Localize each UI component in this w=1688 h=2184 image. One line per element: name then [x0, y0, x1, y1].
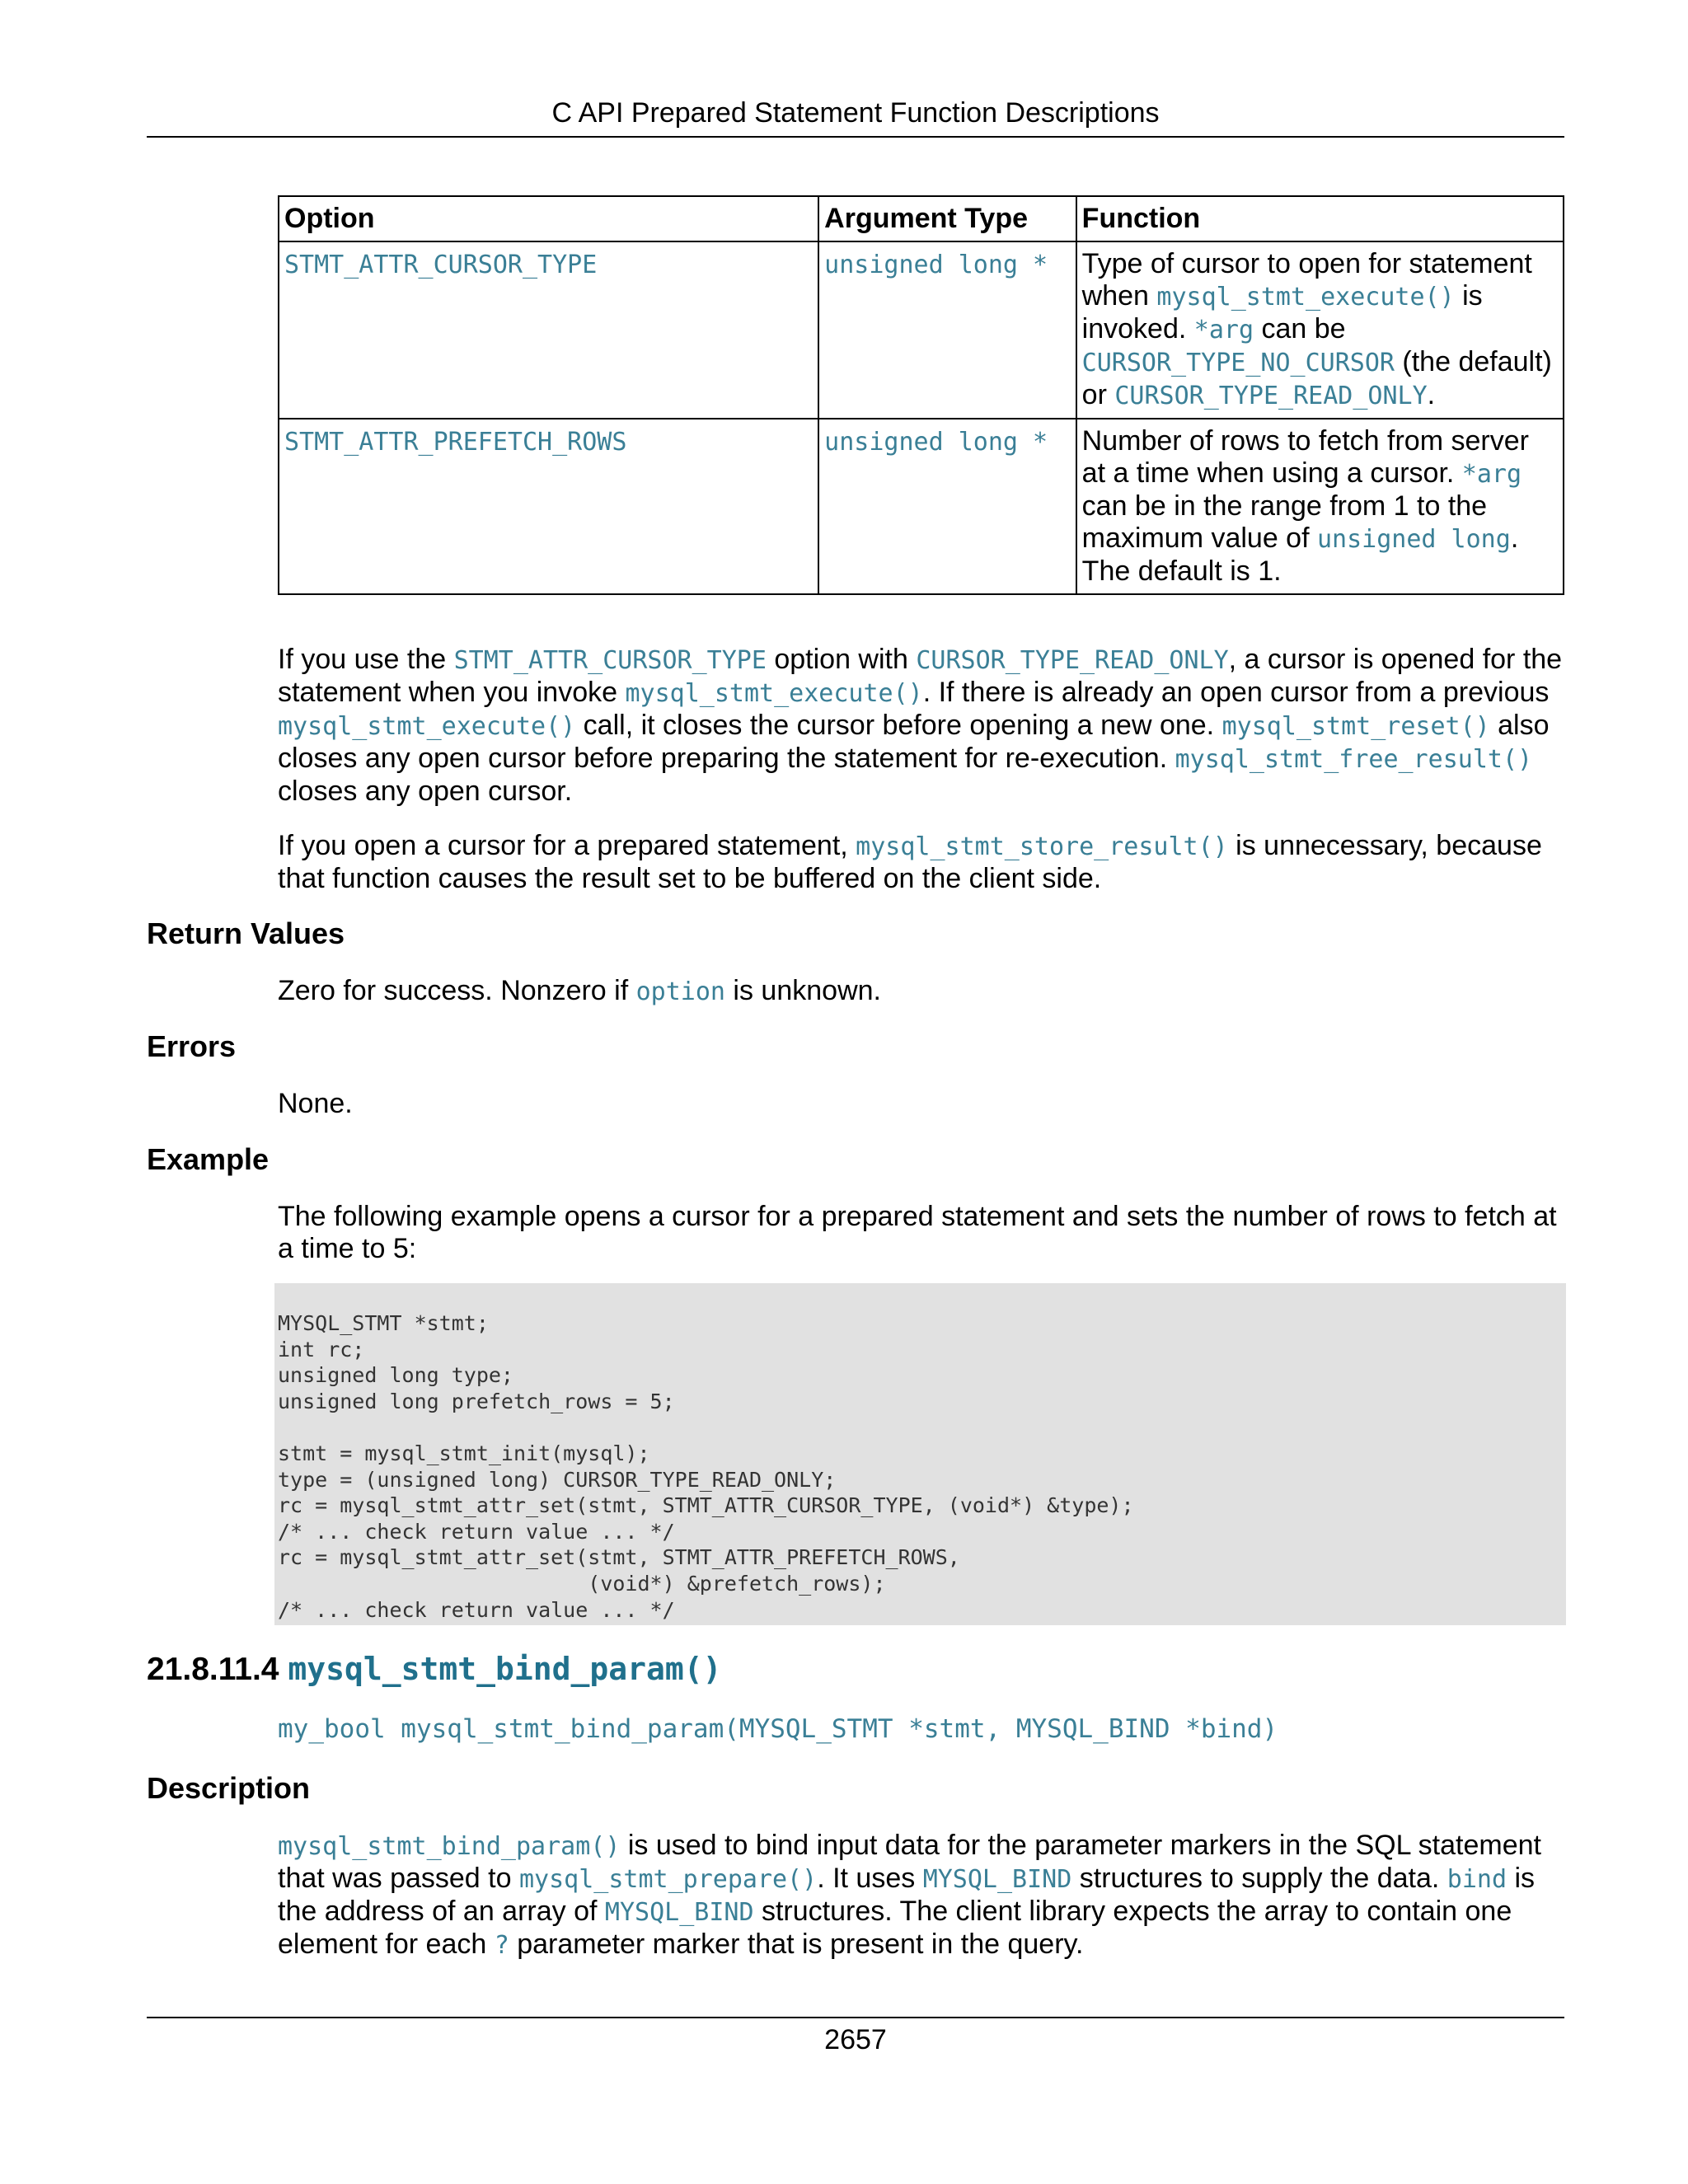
column-header-function: Function: [1076, 196, 1564, 241]
errors-heading: Errors: [147, 1029, 237, 1063]
para-text: is used to bind input data for the parameter markers in the SQL statement that was passed to: [278, 1830, 1541, 1894]
cell-text: (the default) or: [1081, 346, 1552, 410]
running-header: C API Prepared Statement Function Descriptions: [551, 97, 1160, 129]
cell-text: Number of rows to fetch from server at a time when using a cursor.: [1081, 425, 1529, 489]
arg-code: *arg: [1193, 316, 1254, 344]
description-text: [278, 1830, 1564, 1961]
cell-text: . The default is 1.: [1081, 523, 1519, 587]
section-title: [147, 1648, 722, 1690]
footer-rule: [147, 2017, 1564, 2018]
argument-type-code: unsigned long *: [824, 428, 1048, 457]
unsigned-long-code: unsigned long: [1317, 525, 1511, 554]
return-values-heading: Return Values: [147, 916, 345, 950]
mysql-stmt-prepare-link[interactable]: mysql_stmt_prepare(): [518, 1865, 818, 1894]
mysql-bind-link[interactable]: MYSQL_BIND: [922, 1865, 1072, 1894]
return-values-text: [278, 975, 1564, 1008]
function-synopsis: my_bool mysql_stmt_bind_param(MYSQL_STMT *stmt, MYSQL_BIND *bind): [278, 1714, 1278, 1744]
page-number: 2657: [824, 2024, 887, 2055]
para-text: . It uses: [817, 1863, 923, 1894]
mysql-stmt-bind-param-link[interactable]: mysql_stmt_bind_param(): [278, 1832, 621, 1861]
para-text: . If there is already an open cursor from a previous: [922, 677, 1550, 708]
example-intro-text: The following example opens a cursor for a prepared statement and sets the number of rows to fetch at a time to 5:: [278, 1201, 1557, 1264]
stmt-attr-cursor-type-link[interactable]: STMT_ATTR_CURSOR_TYPE: [453, 646, 767, 675]
cursor-type-read-only-code: CURSOR_TYPE_READ_ONLY: [916, 646, 1229, 675]
description-heading: Description: [147, 1771, 311, 1805]
cell-text: .: [1427, 379, 1436, 410]
cell-text: can be: [1254, 313, 1346, 344]
function-cell: [1076, 419, 1564, 594]
para-text: is unnecessary, because that function causes the result set to be buffered on the client side.: [278, 830, 1542, 894]
argument-type-code: unsigned long *: [824, 251, 1048, 279]
mysql-stmt-reset-link[interactable]: mysql_stmt_reset(): [1221, 712, 1490, 741]
para-text: parameter marker that is present in the query.: [509, 1929, 1084, 1960]
options-table: [278, 195, 1564, 595]
para-text: is the address of an array of: [278, 1863, 1536, 1927]
table-header-row: [279, 196, 1564, 241]
column-header-argument-type: Argument Type: [818, 196, 1076, 241]
argument-type-cell: [818, 241, 1076, 419]
store-result-paragraph: [278, 830, 1564, 895]
para-text: If you use the: [278, 644, 454, 675]
table-row: [279, 241, 1564, 419]
function-cell: [1076, 241, 1564, 419]
option-link[interactable]: STMT_ATTR_PREFETCH_ROWS: [284, 428, 627, 457]
code-example: MYSQL_STMT *stmt; int rc; unsigned long type; unsigned long prefetch_rows = 5; stmt = mysql_stmt_init(mysql); type = (unsigned long) CURSOR_TYPE_READ_ONLY; rc = mysql_stmt_attr_set(stmt, STMT_ATTR_CURSOR_TYPE, (void*) &type); /* ... check return value ... */ rc = mysql_stmt_attr_set(stmt, STMT_ATTR_PREFETCH_ROWS, (void*) &prefetch_rows); /* ... check return value ... */: [278, 1311, 1134, 1622]
para-text: , a cursor is opened for the statement when you invoke: [278, 644, 1563, 708]
para-text: is unknown.: [724, 975, 881, 1006]
table-row: [279, 419, 1564, 594]
mysql-bind-link[interactable]: MYSQL_BIND: [604, 1898, 754, 1927]
para-text: closes any open cursor.: [278, 776, 573, 807]
example-heading: Example: [147, 1142, 270, 1176]
errors-text: None.: [278, 1088, 353, 1119]
option-link[interactable]: STMT_ATTR_CURSOR_TYPE: [284, 251, 598, 279]
section-function-link[interactable]: mysql_stmt_bind_param(): [288, 1651, 722, 1687]
arg-code: *arg: [1461, 460, 1522, 489]
header-rule: [147, 136, 1564, 138]
para-text: option with: [766, 644, 917, 675]
cell-text: Type of cursor to open for statement when: [1081, 248, 1532, 312]
mysql-stmt-execute-link[interactable]: mysql_stmt_execute(): [1156, 283, 1455, 312]
option-cell: [279, 419, 818, 594]
cell-text: is invoked.: [1081, 280, 1483, 344]
argument-type-cell: [818, 419, 1076, 594]
cursor-type-read-only-code: CURSOR_TYPE_READ_ONLY: [1114, 382, 1428, 410]
mysql-stmt-execute-link[interactable]: mysql_stmt_execute(): [278, 712, 576, 741]
para-text: If you open a cursor for a prepared statement,: [278, 830, 856, 861]
para-text: Zero for success. Nonzero if: [278, 975, 636, 1006]
para-text: structures to supply the data.: [1071, 1863, 1447, 1894]
mysql-stmt-execute-link[interactable]: mysql_stmt_execute(): [625, 679, 923, 708]
bind-code: bind: [1447, 1865, 1507, 1894]
column-header-option: Option: [279, 196, 818, 241]
para-text: call, it closes the cursor before opening a new one.: [575, 710, 1222, 741]
mysql-stmt-store-result-link[interactable]: mysql_stmt_store_result(): [856, 832, 1228, 861]
code-example-block: [274, 1283, 1566, 1625]
section-number: 21.8.11.4: [147, 1652, 288, 1687]
mysql-stmt-free-result-link[interactable]: mysql_stmt_free_result(): [1175, 745, 1533, 774]
option-cell: [279, 241, 818, 419]
parameter-marker-code: ?: [494, 1931, 509, 1960]
para-text: structures. The client library expects the array to contain one element for each: [278, 1896, 1512, 1960]
option-code: option: [635, 977, 725, 1006]
cell-text: can be in the range from 1 to the maximum value of: [1081, 490, 1488, 554]
para-text: also closes any open cursor before preparing the statement for re-execution.: [278, 710, 1550, 774]
cursor-paragraph: [278, 644, 1564, 808]
cursor-type-no-cursor-code: CURSOR_TYPE_NO_CURSOR: [1081, 349, 1395, 377]
